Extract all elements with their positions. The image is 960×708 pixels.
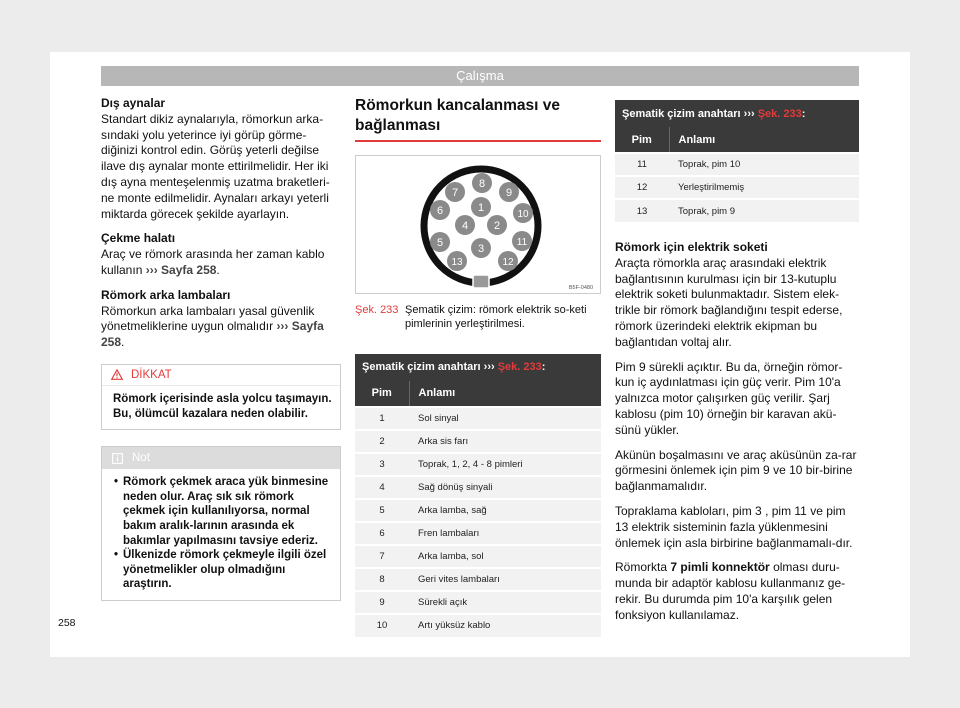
note-item: • Ülkenizde römork çekmeyle ilgili özel yönetmelikler olup olmadığını araştırın. — [114, 549, 327, 591]
warning-text: Römork içerisinde asla yolcu taşımayın. Bu, ölümcül kazalara neden olabilir. — [113, 392, 332, 420]
link-page-258-b[interactable]: ››› Sayfa 258 — [101, 319, 324, 350]
note-body — [102, 469, 340, 600]
pin-label: 9 — [505, 187, 513, 199]
paragraph-socket-2: Pim 9 sürekli açıktır. Bu da, örneğin römor-kun iç aydınlatması için güç verir. Pim 10'a yalnızca motor çalışırken güç verilir. Şarj kablosu (pim 10) örneğin bir karavan akü-sünü yükler. — [615, 359, 843, 437]
table-row — [355, 407, 601, 430]
pin-label: 13 — [451, 257, 463, 268]
note-box — [101, 446, 341, 601]
column-right — [615, 100, 859, 624]
pin-label: 10 — [517, 209, 529, 220]
bullet-icon: • — [114, 476, 119, 489]
heading-electrical-socket: Römork için elektrik soketi — [615, 240, 768, 254]
pin-label: 2 — [493, 220, 501, 232]
table-title-ref: Şek. 233 — [757, 107, 802, 120]
table-row — [355, 614, 601, 637]
cell-meaning: Geri vites lambaları — [409, 568, 601, 591]
pin-label: 5 — [436, 237, 444, 249]
col-pim: Pim — [615, 127, 669, 153]
socket-diagram — [356, 156, 600, 293]
paragraph-socket-5: Römorkta 7 pimli konnektör olması duru-munda bir adaptör kablosu kullanmanız ge-rekir. Bu durumda pim 10'a karşılık gelen fonksiyon kullanılamaz. — [615, 560, 846, 622]
pin-label: 12 — [502, 257, 514, 268]
cell-pim: 5 — [355, 499, 409, 522]
pin-label: 11 — [516, 237, 528, 248]
note-info-icon — [112, 453, 123, 464]
cell-meaning: Toprak, 1, 2, 4 - 8 pimleri — [409, 453, 601, 476]
cell-pim: 4 — [355, 476, 409, 499]
figure-caption: Şek. 233 Şematik çizim: römork elektrik so-keti pimlerinin yerleştirilmesi. — [355, 304, 587, 330]
table-title: Şematik çizim anahtarı ››› Şek. 233 : — [615, 100, 859, 127]
figure-ref: Şek. 233 — [355, 304, 399, 316]
paragraph-socket-1: Araçta römorkla araç arasındaki elektrik bağlantısının kurulması için bir 13-kutuplu elektrik soketi bulunmaktadır. Sistem elek-trikle bir römork bağlandığını tespit ederse, römork üzerindeki elektrik ekipman bu bağlantıdan voltaj alır. — [615, 255, 843, 349]
table-row — [615, 153, 859, 176]
table-row — [355, 476, 601, 499]
figure-socket — [355, 155, 601, 294]
cell-pim: 3 — [355, 453, 409, 476]
key-table-1-grid — [355, 381, 601, 637]
pin-label: 7 — [451, 187, 459, 199]
paragraph-socket-4: Topraklama kabloları, pim 3 , pim 11 ve pim 13 elektrik sisteminin fazla yüklenmesini önlemek için asla birbirine bağlanmamalı-dır. — [615, 503, 853, 550]
paragraph-trailer-lights: Römorkun arka lambaları yasal güvenlik yönetmeliklerine uygun olmalıdır ››› Sayfa 258. — [101, 303, 324, 350]
pin-label: 1 — [477, 202, 485, 214]
cell-pim: 12 — [615, 176, 669, 199]
column-middle — [355, 96, 601, 637]
heading-outside-mirrors: Dış aynalar — [101, 96, 166, 110]
table-row — [355, 591, 601, 614]
cell-pim: 6 — [355, 522, 409, 545]
table-row — [615, 176, 859, 199]
cell-pim: 8 — [355, 568, 409, 591]
cell-pim: 10 — [355, 614, 409, 637]
warning-box — [101, 364, 341, 430]
note-item: • Römork çekmek araca yük binmesine neden olur. Araç sık sık römork çekmek için kullanılıyorsa, normal bakım aralık-larının arasında ek bakımlar yapılmasını tavsiye ederiz. — [114, 476, 329, 547]
paragraph-socket-3: Akünün boşalmasını ve araç aküsünün za-rar görmesini önlemek için pim 9 ve 10 bir-birine bağlanmamalıdır. — [615, 447, 857, 494]
col-pim: Pim — [355, 381, 409, 407]
section-title: Römorkun kancalanması ve bağlanması — [355, 96, 601, 142]
paragraph-mirrors: Standart dikiz aynalarıyla, römorkun arka-sındaki yolu yeterince iyi görüp görme-diğinizi kontrol edin. Görüş yeterli değilse ilave dış aynalar monte ettirilmelidir. Her iki dış ayna menteşelenmiş uzatma braketleri-ne monte edilmelidir. Aynaları arkayı yeterli miktarda görecek şekilde ayarlayın. — [101, 111, 330, 221]
column-left — [101, 96, 341, 601]
cell-meaning: Arka lamba, sağ — [409, 499, 601, 522]
table-header-row — [355, 381, 601, 407]
note-header — [102, 447, 340, 469]
warning-triangle-icon — [111, 369, 123, 380]
table-row — [355, 453, 601, 476]
link-page-258[interactable]: ››› Sayfa 258 — [145, 262, 217, 277]
pin-label: 4 — [461, 220, 469, 232]
key-table-2-grid — [615, 127, 859, 222]
cell-meaning: Yerleştirilmemiş — [669, 176, 859, 199]
cell-meaning: Sağ dönüş sinyali — [409, 476, 601, 499]
cell-pim: 7 — [355, 545, 409, 568]
cell-meaning: Sol sinyal — [409, 407, 601, 430]
bullet-icon: • — [114, 549, 119, 562]
table-row — [355, 522, 601, 545]
cell-meaning: Toprak, pim 10 — [669, 153, 859, 176]
table-header-row — [615, 127, 859, 153]
cell-meaning: Arka sis farı — [409, 430, 601, 453]
cell-meaning: Toprak, pim 9 — [669, 199, 859, 222]
cell-pim: 9 — [355, 591, 409, 614]
paragraph-tow-rope: Araç ve römork arasında her zaman kablo kullanın ››› Sayfa 258. — [101, 247, 325, 277]
figure-code: B5F-0480 — [568, 285, 593, 291]
cell-meaning: Artı yüksüz kablo — [409, 614, 601, 637]
table-row — [355, 545, 601, 568]
heading-tow-rope: Çekme halatı — [101, 231, 176, 246]
cell-pim: 1 — [355, 407, 409, 430]
table-row — [615, 199, 859, 222]
cell-pim: 2 — [355, 430, 409, 453]
note-title: Not — [132, 452, 150, 465]
table-row — [355, 499, 601, 522]
key-table-1 — [355, 354, 601, 637]
cell-meaning: Fren lambaları — [409, 522, 601, 545]
cell-meaning: Arka lamba, sol — [409, 545, 601, 568]
table-title: Şematik çizim anahtarı ››› Şek. 233 : — [355, 354, 601, 381]
col-meaning: Anlamı — [669, 127, 859, 153]
warning-header — [102, 365, 340, 386]
cell-pim: 13 — [615, 199, 669, 222]
warning-title: DİKKAT — [131, 368, 172, 381]
page-number: 258 — [58, 617, 76, 629]
cell-pim: 11 — [615, 153, 669, 176]
page-header: Çalışma — [101, 66, 859, 86]
key-table-2 — [615, 100, 859, 222]
socket-key-tab — [473, 275, 489, 288]
table-title-ref: Şek. 233 — [497, 361, 542, 374]
heading-trailer-lights: Römork arka lambaları — [101, 287, 231, 302]
pin-label: 6 — [436, 205, 444, 217]
cell-meaning: Sürekli açık — [409, 591, 601, 614]
col-meaning: Anlamı — [409, 381, 601, 407]
table-row — [355, 430, 601, 453]
pin-label: 3 — [477, 243, 485, 255]
pin-label: 8 — [478, 178, 486, 190]
table-row — [355, 568, 601, 591]
